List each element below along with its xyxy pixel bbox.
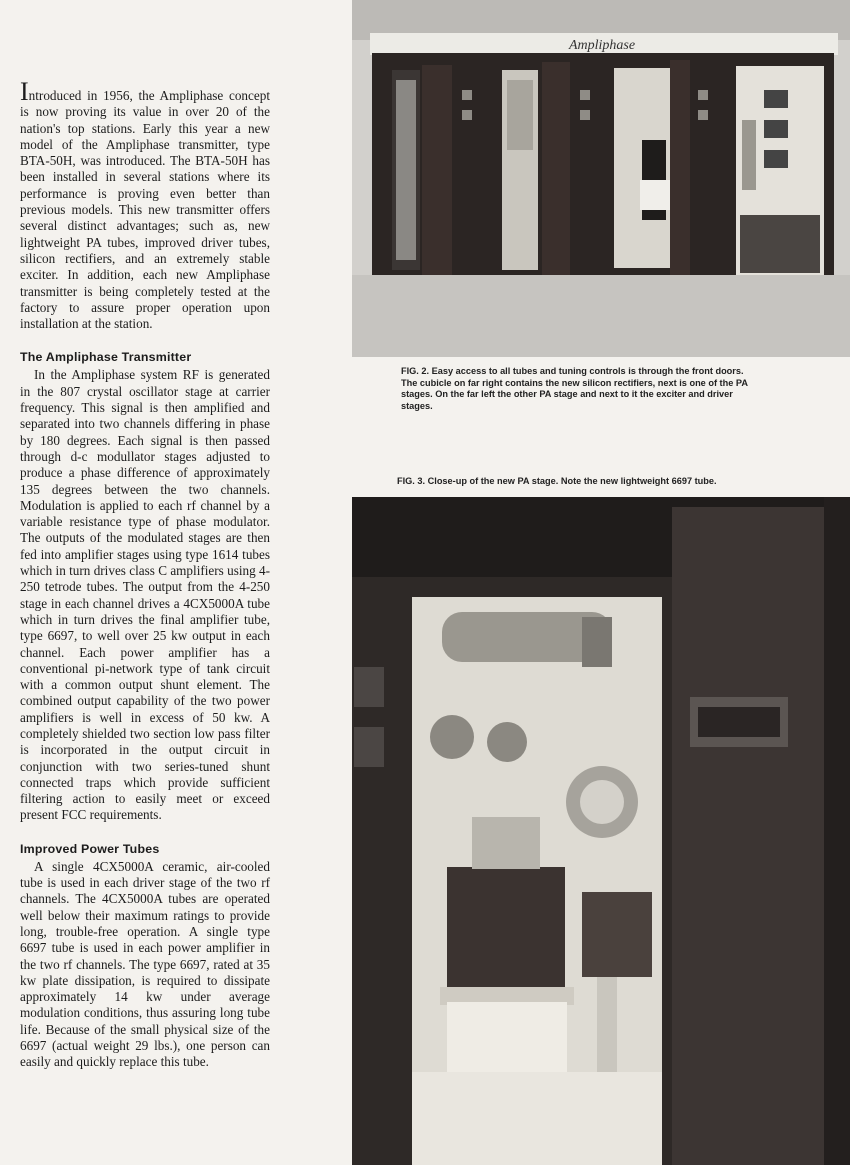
heading-ampliphase-transmitter: The Ampliphase Transmitter — [20, 350, 192, 365]
drop-cap: I — [20, 77, 29, 106]
paragraph-power-tubes: A single 4CX5000A ceramic, air-cooled tube is used in each driver stage of the two rf channels. The 4CX5000A tubes are operated well below their maximum ratings to provide long, trouble-free operation. A single type 6697 tube is used in each power amplifier in the two rf channels. The type 6697, rated at 35 kw plate dissipation, is required to dissipate approximately 14 kw under average modulation conditions, thus assuring long tube life. Because of the small physical size of the 6697 (actual weight 29 lbs.), one person can easily and quickly replace this tube. — [20, 858, 270, 1070]
heading-improved-power-tubes: Improved Power Tubes — [20, 841, 160, 856]
fig2-caption: FIG. 2. Easy access to all tubes and tuning controls is through the front doors. The cubicle on far right contains the new silicon rectifiers, next is one of the PA stages. On the far left the other PA stage and next to it the exciter and driver stages. — [401, 366, 748, 411]
intro-paragraph — [20, 77, 270, 332]
paragraph-ampliphase-system: In the Ampliphase system RF is generated in the 807 crystal oscillator stage at carrier frequency. This signal is then amplified and separated into two channels differing in phase by 180 degrees. Each signal is then passed through d-c modullator stages adjusted to produce a phase difference of approximately 135 degrees between the two channels. Modulation is applied to each rf channel by a variable resistance type of phase modulator. The outputs of the modulated stages are then fed into amplifier stages using type 1614 tubes which in turn drives class C amplifiers using 4-250 tetrode tubes. The output from the 4-250 stage in each channel drives a 4CX5000A tube which in turn drives the final amplifier tube, type 6697, to well over 25 kw output in each channel. Each power amplifier has a conventional pi-network type of tank circuit with a common output shunt element. The combined output capability of the two power amplifiers is well in excess of 50 kw. A completely shielded two section low pass filter is incorporated in the output circuit in conjunction with two series-tuned shunt connected traps which provide sufficient filtering action to easily meet or exceed present FCC requirements. — [20, 367, 270, 823]
ampliphase-sign: Ampliphase — [568, 38, 636, 53]
intro-text: ntroduced in 1956, the Ampliphase concept is now proving its value in over 20 of the nation's top stations. Early this year a new model of the Ampliphase transmitter, type BTA-50H, was introduced. The BTA-50H has been installed in several stations where its performance is proving even better than previous models. This new transmitter offers several distinct advantages; such as, new lightweight PA tubes, improved driver tubes, silicon rectifiers, and an extremely stable exciter. In addition, each new Ampliphase transmitter is being completely tested at the factory to assure proper operation upon installation at the station. — [20, 88, 270, 332]
fig3-pa-stage-photo — [352, 497, 850, 1165]
fig3-caption: FIG. 3. Close-up of the new PA stage. Note the new lightweight 6697 tube. — [397, 476, 717, 486]
fig2-transmitter-photo — [352, 0, 850, 357]
article-column — [20, 77, 270, 1071]
